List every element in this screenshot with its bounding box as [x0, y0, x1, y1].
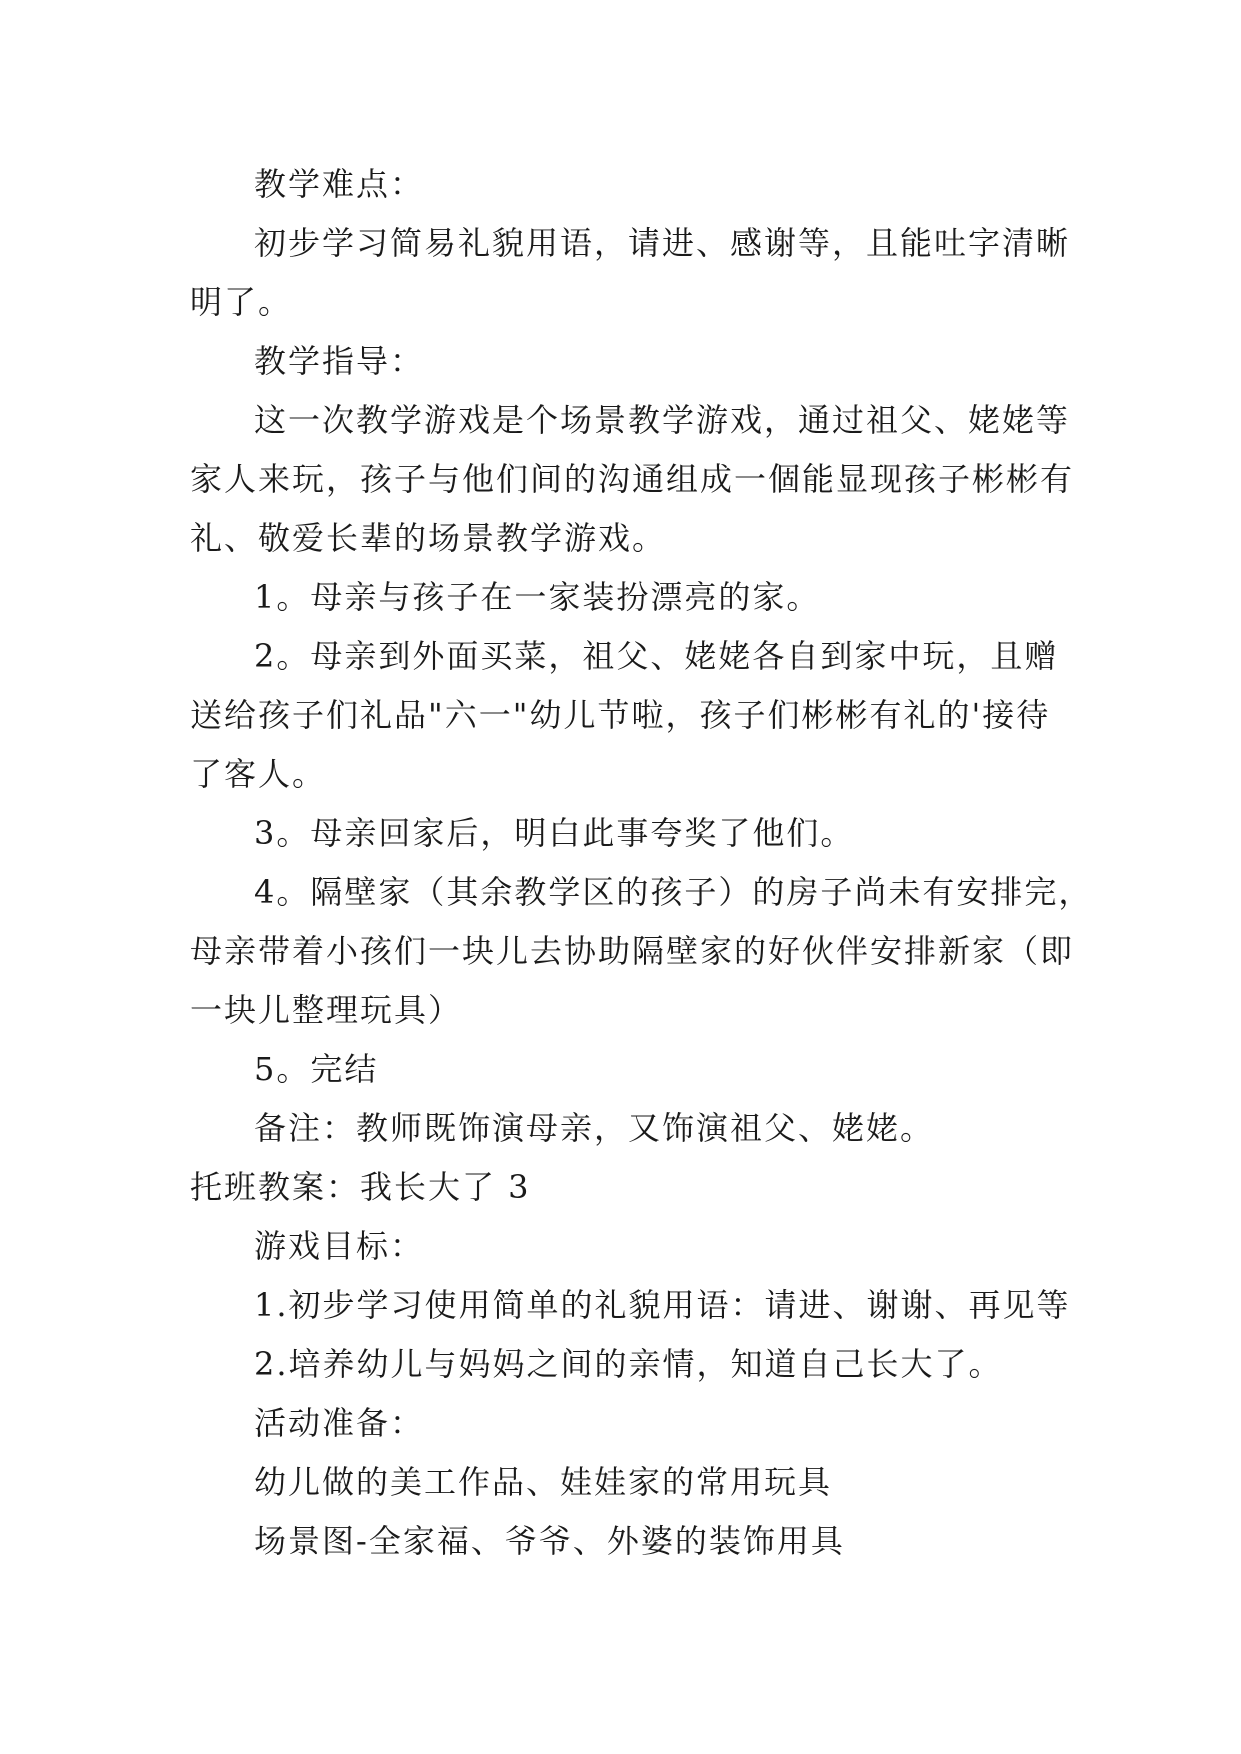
paragraph-line: 一块儿整理玩具） — [190, 991, 463, 1029]
paragraph-line: 母亲带着小孩们一块儿去协助隔壁家的好伙伴安排新家（即 — [190, 932, 1075, 970]
paragraph-line: 这一次教学游戏是个场景教学游戏，通过祖父、姥姥等 — [254, 401, 1071, 439]
paragraph-line: 初步学习简易礼貌用语，请进、感谢等，且能吐字清晰 — [254, 224, 1071, 262]
step-item: 5。完结 — [254, 1050, 379, 1088]
section-title: 托班教案：我长大了 3 — [190, 1168, 531, 1206]
note-line: 备注：教师既饰演母亲，又饰演祖父、姥姥。 — [254, 1109, 935, 1147]
paragraph-line: 了客人。 — [190, 755, 327, 793]
heading-teaching-guidance: 教学指导： — [254, 342, 425, 380]
heading-teaching-difficulty: 教学难点： — [254, 165, 425, 203]
step-item: 2。母亲到外面买菜，祖父、姥姥各自到家中玩，且赠 — [254, 637, 1059, 675]
step-item: 1。母亲与孩子在一家装扮漂亮的家。 — [254, 578, 821, 616]
step-item: 4。隔壁家（其余教学区的孩子）的房子尚未有安排完， — [254, 873, 1093, 911]
heading-game-goals: 游戏目标： — [254, 1227, 425, 1265]
paragraph-line: 明了。 — [190, 283, 293, 321]
document-body — [190, 155, 1093, 1571]
goal-item: 2.培养幼儿与妈妈之间的亲情，知道自己长大了。 — [254, 1345, 1003, 1383]
goal-item: 1.初步学习使用简单的礼貌用语：请进、谢谢、再见等 — [254, 1286, 1071, 1324]
paragraph-line: 礼、敬爱长辈的场景教学游戏。 — [190, 519, 667, 557]
preparation-item: 幼儿做的美工作品、娃娃家的常用玩具 — [254, 1463, 833, 1501]
preparation-item: 场景图-全家福、爷爷、外婆的装饰用具 — [254, 1522, 845, 1560]
paragraph-line: 送给孩子们礼品"六一"幼儿节啦，孩子们彬彬有礼的'接待 — [190, 696, 1051, 734]
heading-activity-preparation: 活动准备： — [254, 1404, 425, 1442]
paragraph-line: 家人来玩，孩子与他们间的沟通组成一個能显现孩子彬彬有 — [190, 460, 1075, 498]
step-item: 3。母亲回家后，明白此事夸奖了他们。 — [254, 814, 855, 852]
